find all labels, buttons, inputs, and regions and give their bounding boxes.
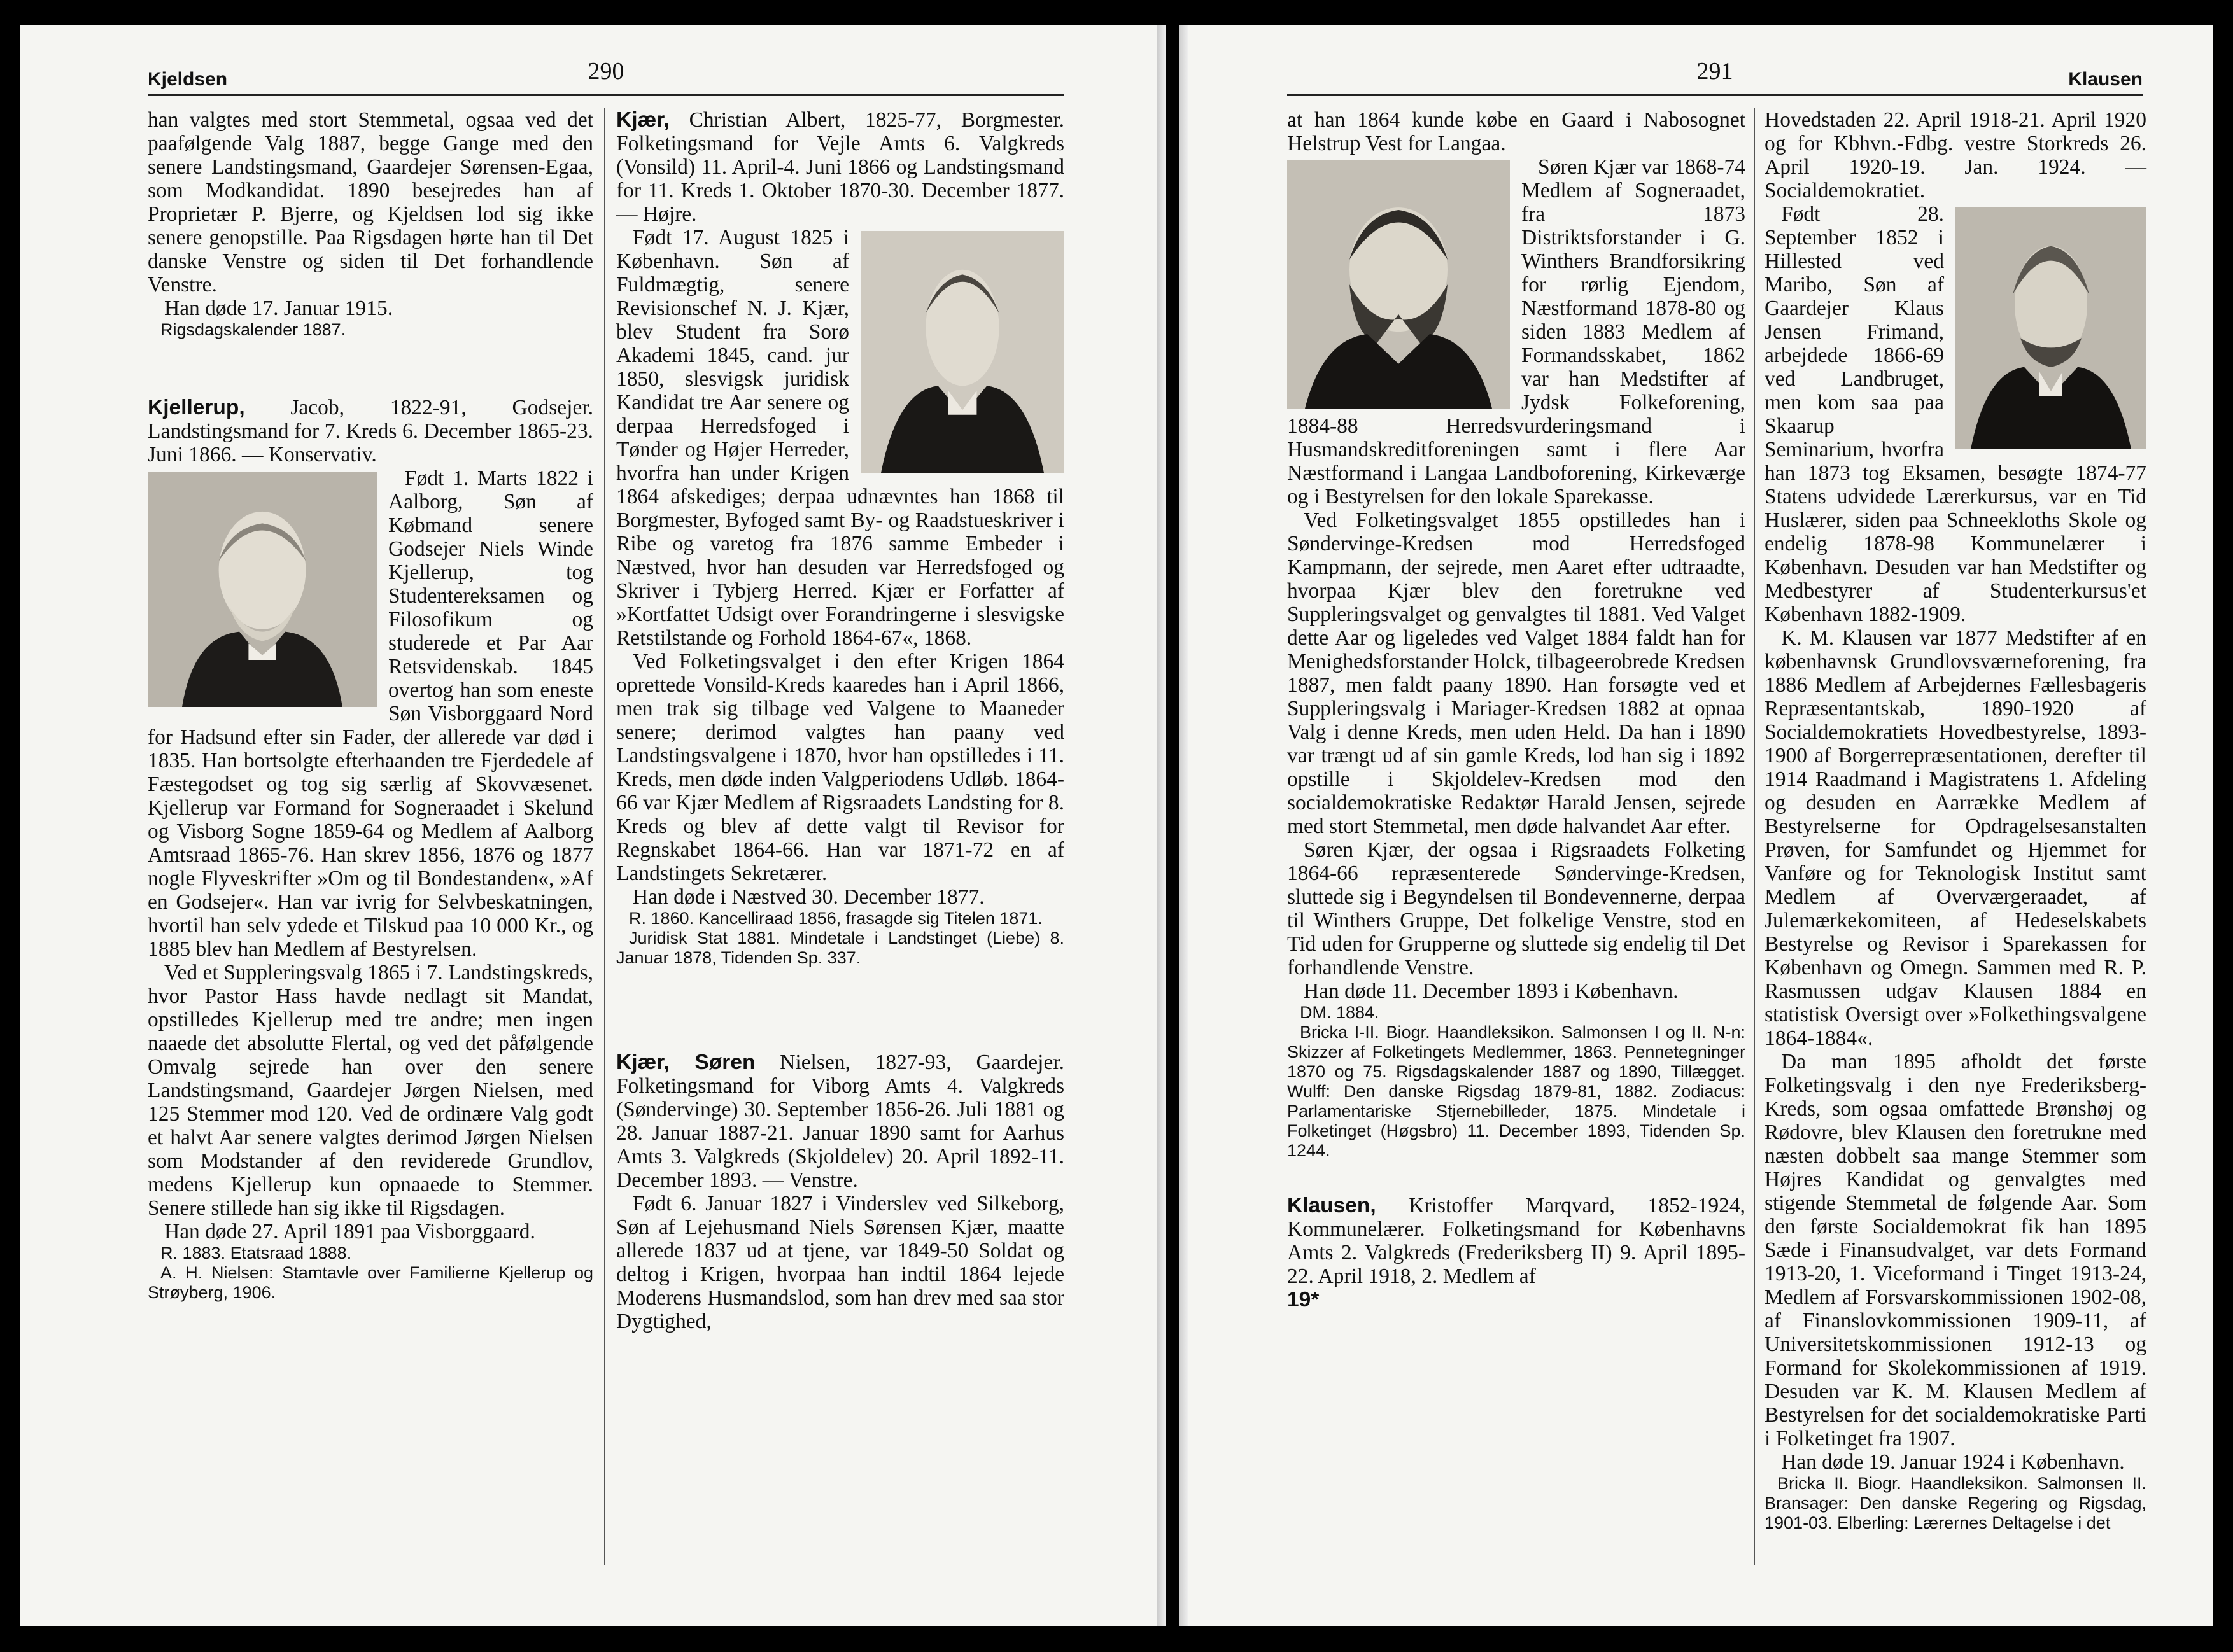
reference: A. H. Nielsen: Stamtavle over Familierne Kjellerup og Strøyberg, 1906. bbox=[148, 1263, 593, 1302]
entry-summary: Christian Albert, 1825-77, Borgmester. Folketingsmand for Vejle Amts 6. Valgkreds (Vonsild) 11. April-4. Juni 1866 og Landstingsmand for 11. Kreds 1. Oktober 1870-30. December 1877. — Højre. bbox=[616, 108, 1065, 226]
entry-summary: Jacob, 1822-91, Godsejer. Landstingsmand for 7. Kreds 6. December 1865-23. Juni 1866. — Konservativ. bbox=[148, 396, 593, 466]
reference: DM. 1884. bbox=[1300, 1003, 1379, 1022]
column-left bbox=[148, 108, 593, 1303]
entry-kjaer-christian bbox=[616, 108, 1064, 968]
portrait-kjaer-christian bbox=[861, 231, 1064, 473]
reference: R. 1860. Kancelliraad 1856, frasagde sig Titelen 1871. bbox=[629, 909, 1043, 928]
entry-kjellerup bbox=[148, 396, 593, 1303]
reference: Rigsdagskalender 1887. bbox=[160, 320, 346, 339]
signature-mark: 19* bbox=[1287, 1288, 1320, 1312]
column-left bbox=[1287, 108, 1745, 1312]
portrait-klausen bbox=[1955, 207, 2146, 449]
running-head: Klausen bbox=[2068, 69, 2143, 90]
entry-summary: Kristoffer Marqvard, 1852-1924, Kommunelærer. Folketingsmand for Københavns Amts 2. Valgkreds (Frederiksberg II) 9. April 1895-22. April 1918, 2. Medlem af bbox=[1287, 1194, 1745, 1288]
continued-text: at han 1864 kunde købe en Gaard i Nabosognet Helstrup Vest for Langaa. bbox=[1287, 108, 1745, 155]
column-rule bbox=[604, 108, 605, 1565]
headword: Klausen, bbox=[1287, 1194, 1376, 1217]
death-line: Han døde 19. Januar 1924 i København. bbox=[1781, 1450, 2125, 1474]
paragraph: Født 28. September 1852 i Hillested ved Maribo, Søn af Gaardejer Klaus Jensen Frimand, arbejdede 1866-69 ved Landbruget, men kom saa paa Skaarup Seminarium, hvorfra han 1873 tog Eksamen, besøgte 1874-77 Statens udvidede Lærerkursus, var en Tid Huslærer, siden paa Schneekloths Skole og endelig 1878-98 Kommunelærer i København. Desuden var han Medstifter og Medbestyrer af Studenterkursus'et København 1882-1909. bbox=[1765, 202, 2146, 626]
paragraph: Født 1. Marts 1822 i Aalborg, Søn af Købmand senere Godsejer Niels Winde Kjellerup, tog Studentereksamen og Filosofikum og studerede et Par Aar Retsvidenskab. 1845 overtog han som eneste Søn Visborggaard Nord for Hadsund efter sin Fader, der allerede var død i 1835. Han bortsolgte efterhaanden tre Fjerdedele af Fæstegodset og tog sig særlig af Skovvæsenet. Kjellerup var Formand for Sogneraadet i Skelund og Visborg Sogne 1859-64 og Medlem af Aalborg Amtsraad 1865-76. Han skrev 1856, 1876 og 1877 nogle Flyveskrifter »Om og til Bondestanden«, »Af en Godsejer«. Han var ivrig for Selvbeskatningen, hvortil han selv ydede et Tilskud paa 10 000 Kr., og 1885 blev han Medlem af Bestyrelsen. bbox=[148, 466, 593, 961]
continued-text: han valgtes med stort Stemmetal, ogsaa ved det paafølgende Valg 1887, begge Gange med den senere Landstingsmand, Gaardejer Sørensen-Egaa, som Modkandidat. 1890 besejredes han af Proprietær P. Bjerre, og Kjeldsen lod sig ikke senere genopstille. Paa Rigsdagen hørte han til Det danske Venstre og siden til Det forhandlende Venstre. bbox=[148, 108, 593, 297]
paragraph: Født 17. August 1825 i København. Søn af Fuldmægtig, senere Revisionschef N. J. Kjær, blev Student fra Sorø Akademi 1845, cand. jur 1850, slesvigsk juridisk Kandidat tre Aar senere og derpaa Herredsfoged i Tønder og Højer Herreder, hvorfra han under Krigen 1864 afskediges; derpaa udnævntes han 1868 til Borgmester, Byfoged samt By- og Raadstueskriver i Ribe og varetog fra 1876 samme Embeder i Næstved, hvor han desuden var Herredsfoged og Skriver i Tybjerg Herred. Kjær er Forfatter af »Kortfattet Udsigt over Forandringerne i slesvigske Retstilstande og Forhold 1864-67«, 1868. bbox=[616, 226, 1064, 650]
reference: Bricka I-II. Biogr. Haandleksikon. Salmonsen I og II. N-n: Skizzer af Folketingets Medlemmer, 1863. Pennetegninger 1870 og 75. Rigsdagskalender 1887 og 1890, Tillægget. Wulff: Den danske Rigsdag 1879-81, 1882. Zodiacus: Parlamentariske Stjernebilleder, 1875. Mindetale i Folketinget (Høgsbro) 11. December 1893, Tidenden Sp. 1244. bbox=[1287, 1023, 1745, 1160]
right-page bbox=[1179, 25, 2213, 1626]
paragraph: Født 6. Januar 1827 i Vinderslev ved Silkeborg, Søn af Lejehusmand Niels Sørensen Kjær, maatte allerede 1837 ud at tjene, var 1849-50 Soldat og deltog i Krigen, hvorpaa han indtil 1864 lejede Moderens Husmandslod, som han drev med saa stor Dygtighed, bbox=[616, 1192, 1064, 1333]
continued-text: Hovedstaden 22. April 1918-21. April 1920 og for Kbhvn.-Fdbg. vestre Storkreds 26. April 1920-19. Jan. 1924. — Socialdemokratiet. bbox=[1765, 108, 2146, 202]
page-number: 290 bbox=[588, 58, 624, 85]
left-page bbox=[20, 25, 1166, 1626]
reference: Juridisk Stat 1881. Mindetale i Landstinget (Liebe) 8. Januar 1878, Tidenden Sp. 337. bbox=[616, 928, 1064, 967]
paragraph: Da man 1895 afholdt det første Folketingsvalg i den nye Frederiksberg-Kreds, som ogsaa omfattede Brønshøj og Rødovre, blev Klausen den foretrukne med næsten dobbelt saa mange Stemmer som Højres Kandidat og genvalgtes med stigende Stemmetal de følgende Aar. Som den første Socialdemokrat fik han 1895 Sæde i Finansudvalget, var dets Formand 1913-20, 1. Viceformand i Tinget 1913-24, Medlem af Forsvarskommissionen 1902-08, af Finanslovkommissionen 1909-11, af Universitetskommissionen 1912-13 og Formand for Skolekommissionen af 1919. Desuden var K. M. Klausen Medlem af Bestyrelsen for det socialdemokratiske Parti i Folketinget fra 1907. bbox=[1765, 1050, 2146, 1450]
column-right bbox=[1765, 108, 2146, 1533]
paragraph: Ved Folketingsvalget i den efter Krigen 1864 oprettede Vonsild-Kreds kaaredes han i April 1866, men trak sig tilbage ved Valgene to Maaneder senere; derimod valgtes han paany ved Landstingsvalgene i 1870, hvor han opstilledes i 11. Kreds, men døde inden Valgperiodens Udløb. 1864-66 var Kjær Medlem af Rigsraadets Landsting for 8. Kreds og blev af dette valgt til Revisor for Regnskabet 1864-66. Han var 1871-72 en af Landstingets Sekretærer. bbox=[616, 650, 1064, 885]
headword: Kjellerup, bbox=[148, 396, 245, 419]
paragraph: Søren Kjær var 1868-74 Medlem af Sogneraadet, fra 1873 Distriktsforstander i G. Winthers Brandforsikring for rørlig Ejendom, Næstformand 1878-80 og siden 1883 Medlem af Formandsskabet, 1862 var han Medstifter af Jydsk Folkeforening, 1884-88 Herredsvurderingsmand i Husmandskreditforeningen samt i flere Aar Næstformand i Langaa Landboforening, Kirkeværge og i Bestyrelsen for den lokale Sparekasse. bbox=[1287, 155, 1745, 508]
entry-klausen bbox=[1287, 1194, 1745, 1288]
column-right bbox=[616, 108, 1064, 1333]
column-rule bbox=[1754, 108, 1755, 1565]
paragraph: Ved et Suppleringsvalg 1865 i 7. Landstingskreds, hvor Pastor Hass havde nedlagt sit Mandat, opstilledes Kjellerup med tre andre; men ingen naaede det absolutte Flertal, og ved det påfølgende Omvalg sejrede han over den senere Landstingsmand, Gaardejer Jørgen Nielsen, med 125 Stemmer mod 120. Ved de ordinære Valg godt et halvt Aar senere valgtes derimod Jørgen Nielsen som Modstander af den reviderede Grundlov, medens Kjellerup kun opnaaede to Stemmer. Senere stillede han sig ikke til Rigsdagen. bbox=[148, 961, 593, 1220]
page-header bbox=[148, 50, 1064, 96]
death-line: Han døde 27. April 1891 paa Visborggaard. bbox=[164, 1220, 535, 1243]
reference: Bricka II. Biogr. Haandleksikon. Salmonsen II. Bransager: Den danske Regering og Rigsdag, 1901-03. Elberling: Lærernes Deltagelse i det bbox=[1765, 1474, 2146, 1532]
paragraph: Ved Folketingsvalget 1855 opstilledes han i Søndervinge-Kredsen mod Herredsfoged Kampmann, der sejrede, men Aaret efter udtraadte, hvorpaa Kjær blev den foretrukne ved Suppleringsvalget og genvalgtes til 1881. Ved Valget dette Aar og ligeledes ved Valget 1884 faldt han for Menighedsforstander Holck, tilbageerobrede Kredsen 1887, men faldt paany 1890. Han forsøgte ved et Suppleringsvalg i Mariager-Kredsen 1882 at opnaa Valg i denne Kreds, men uden Held. Da han i 1890 var trængt ud af sin gamle Kreds, lod han sig i 1892 opstille i Skjoldelev-Kredsen mod den socialdemokratiske Redaktør Harald Jensen, sejrede med stort Stemmetal, men døde halvandet Aar efter. bbox=[1287, 508, 1745, 838]
headword: Kjær, Søren bbox=[616, 1051, 756, 1074]
entry-kjaer-soren bbox=[616, 1051, 1064, 1333]
death-line: Han døde 17. Januar 1915. bbox=[164, 297, 393, 320]
page-edge bbox=[1157, 25, 1166, 1626]
page-edge bbox=[1179, 25, 1188, 1626]
page-header bbox=[1287, 50, 2143, 96]
entry-summary: Nielsen, 1827-93, Gaardejer. Folketingsmand for Viborg Amts 4. Valgkreds (Søndervinge) 30. September 1856-26. Juli 1881 og 28. Januar 1887-21. Januar 1890 samt for Aarhus Amts 3. Valgkreds (Skjoldelev) 20. April 1892-11. December 1893. — Venstre. bbox=[616, 1051, 1065, 1192]
paragraph: Søren Kjær, der ogsaa i Rigsraadets Folketing 1864-66 repræsenterede Søndervinge-Kredsen, sluttede sig i Begyndelsen til Bondevennerne, derpaa til Winthers Gruppe, Det folkelige Venstre, stod en Tid uden for Grupperne og sluttede sig endelig til Det forhandlende Venstre. bbox=[1287, 838, 1745, 979]
portrait-kjellerup bbox=[148, 472, 377, 707]
death-line: Han døde 11. December 1893 i København. bbox=[1304, 979, 1679, 1003]
portrait-kjaer-soren bbox=[1287, 160, 1510, 409]
reference: R. 1883. Etatsraad 1888. bbox=[160, 1243, 352, 1263]
page-number: 291 bbox=[1696, 58, 1733, 85]
running-head: Kjeldsen bbox=[148, 69, 228, 90]
death-line: Han døde i Næstved 30. December 1877. bbox=[633, 885, 985, 909]
headword: Kjær, bbox=[616, 108, 670, 132]
paragraph: K. M. Klausen var 1877 Medstifter af en københavnsk Grundlovsværneforening, fra 1886 Medlem af Arbejdernes Fællesbageris Repræsentantskab, 1890-1920 af Socialdemokratiets Hovedbestyrelse, 1893-1900 af Borgerrepræsentationen, derefter til 1914 Raadmand i Magistratens 1. Afdeling og desuden en Aarrække Medlem af Bestyrelserne for Opdragelsesanstalten Prøven, for Samfundet og Hjemmet for Vanføre og for Teknologisk Institut samt Medlem af Overværgeraadet, af Julemærkekomiteen, af Hedeselskabets Bestyrelse og Revisor i Sparekassen for København og Omegn. Sammen med R. P. Rasmussen udgav Klausen 1884 en statistisk Oversigt over »Folkethingsvalgene 1864-1884«. bbox=[1765, 626, 2146, 1050]
